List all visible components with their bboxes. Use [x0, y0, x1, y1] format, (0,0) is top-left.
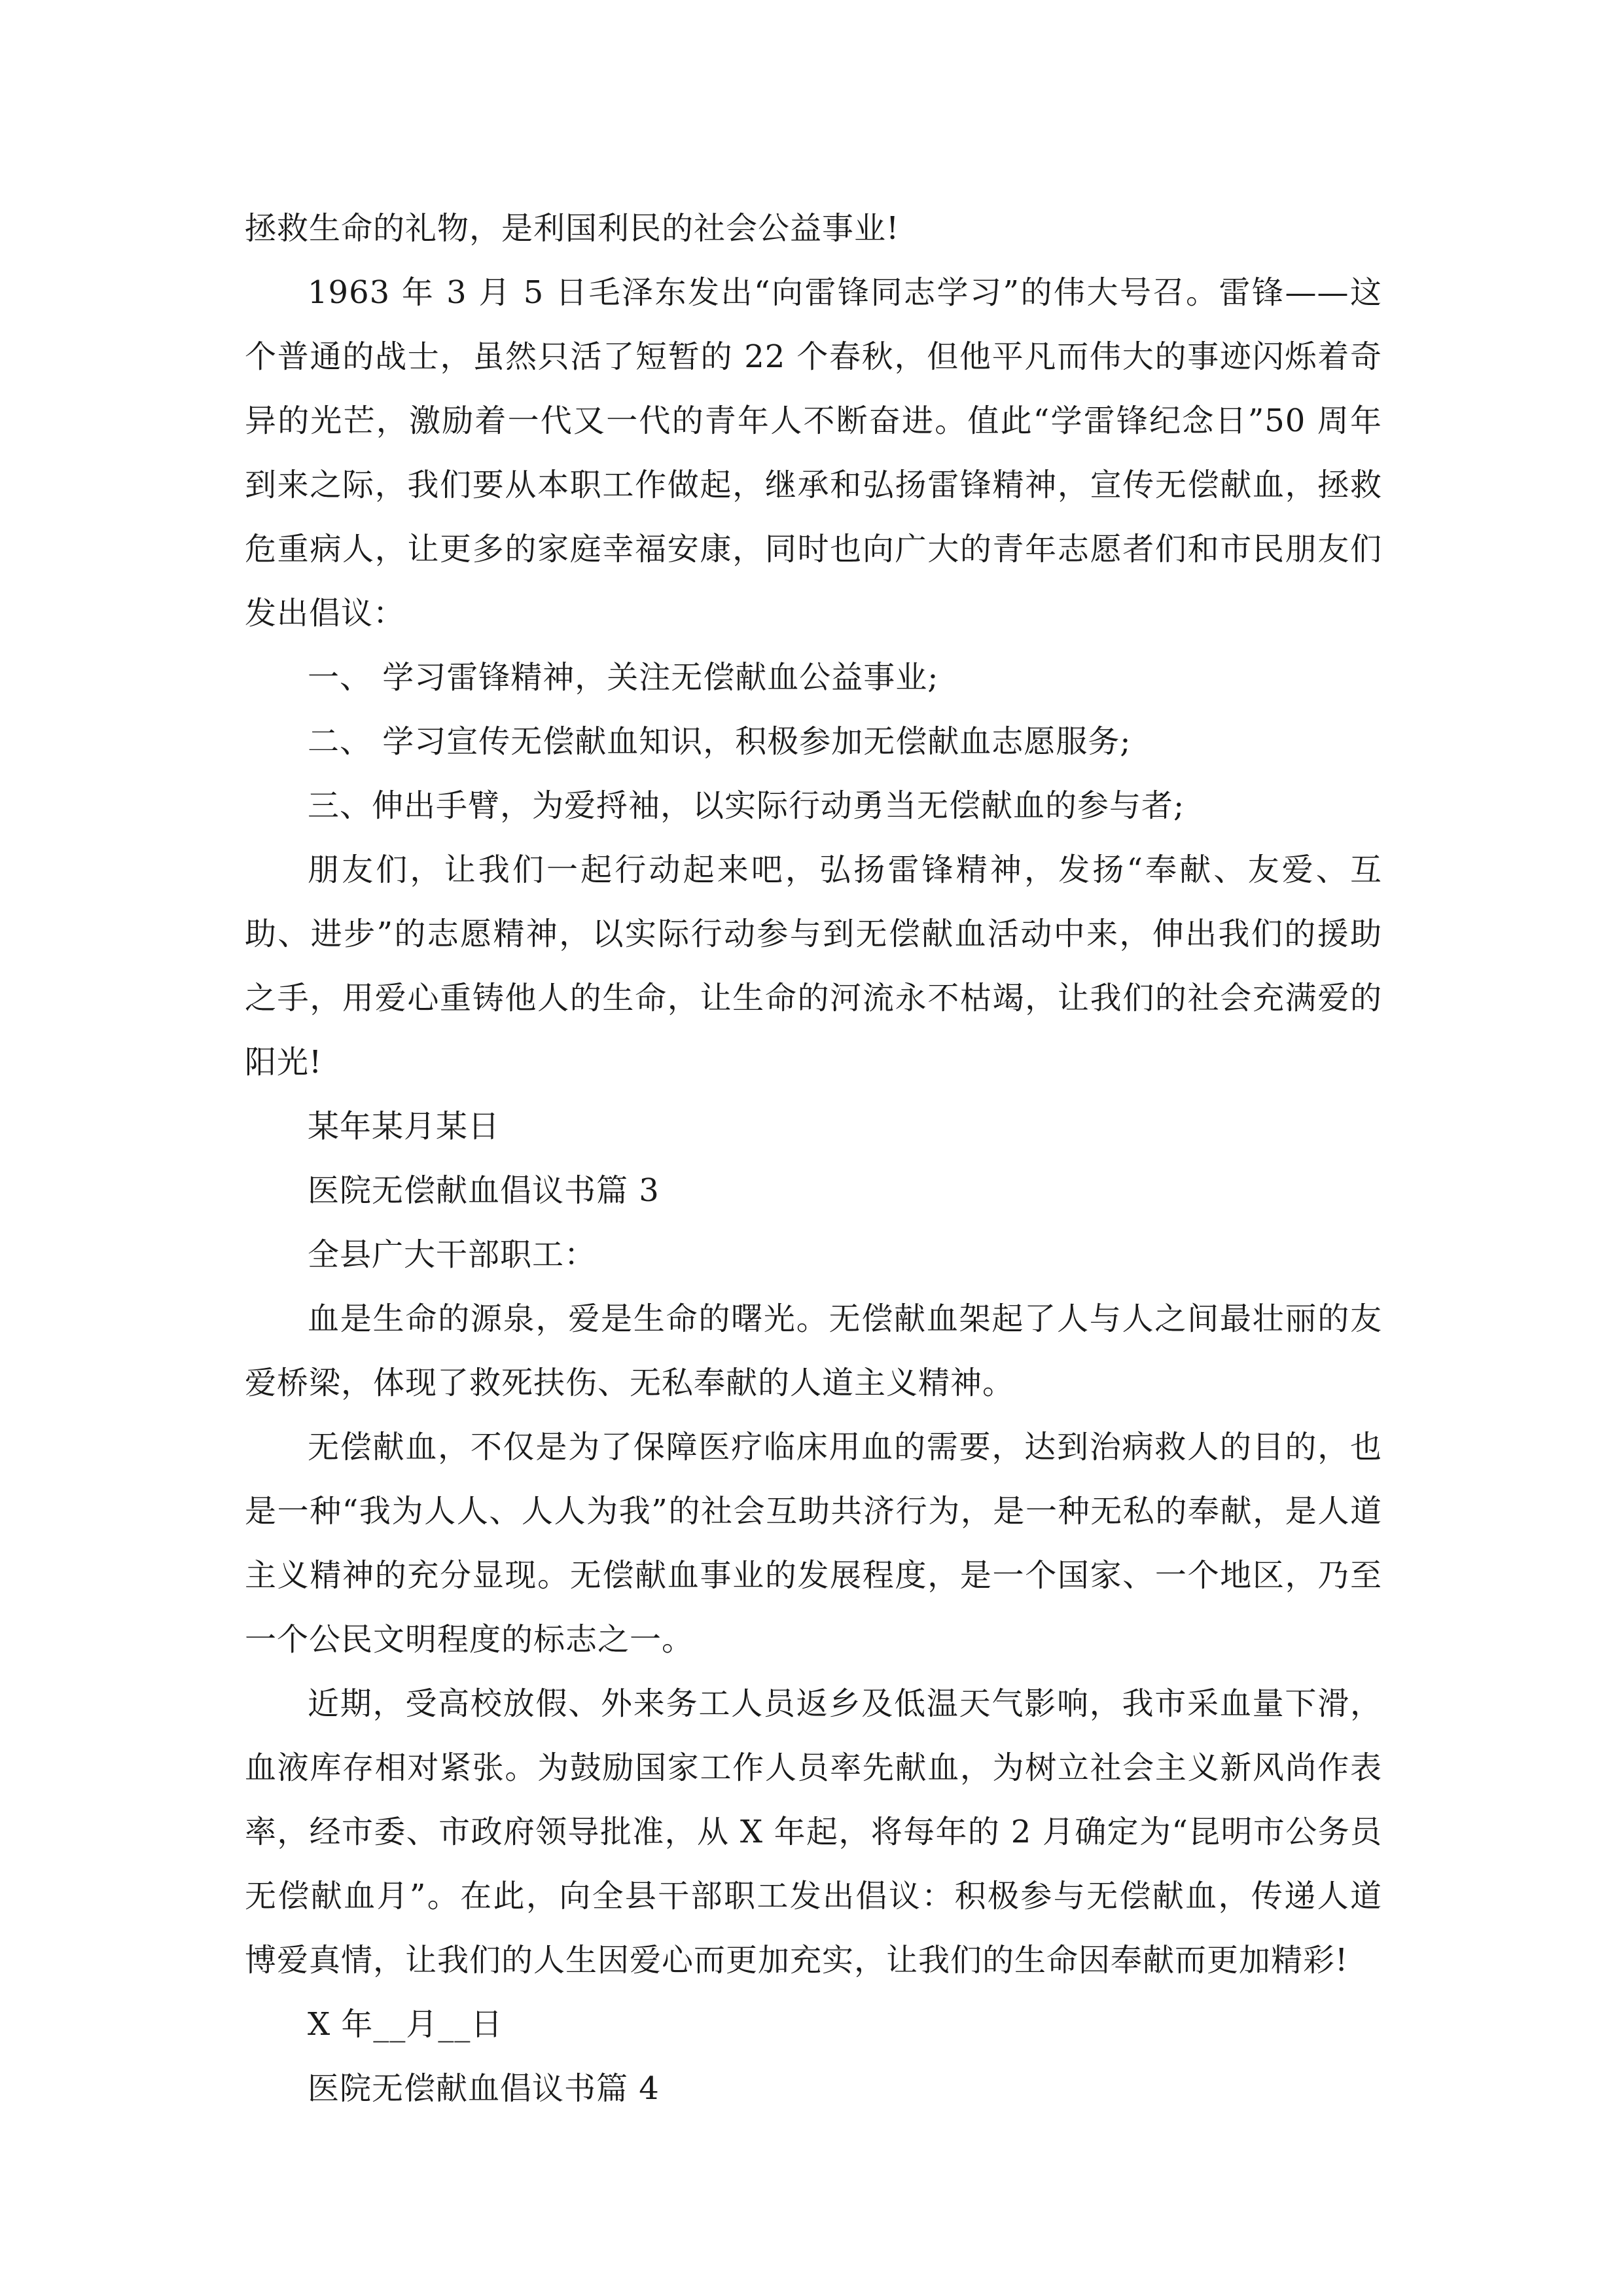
paragraph-blood-source: 血是生命的源泉，爱是生命的曙光。无偿献血架起了人与人之间最壮丽的友爱桥梁，体现了救死扶伤、无私奉献的人道主义精神。	[245, 1300, 1382, 1401]
section-heading-4: 医院无偿献血倡议书篇 4	[308, 2070, 660, 2107]
section-heading-3: 医院无偿献血倡议书篇 3	[308, 1172, 660, 1209]
paragraph-donation-meaning: 无偿献血，不仅是为了保障医疗临床用血的需要，达到治病救人的目的，也是一种“我为人人、人人为我”的社会互助共济行为，是一种无私的奉献，是人道主义精神的充分显现。无偿献血事业的发展程度，是一个国家、一个地区，乃至一个公民文明程度的标志之一。	[245, 1429, 1382, 1658]
date-line: 某年某月某日	[308, 1108, 501, 1145]
proposal-item-3: 三、伸出手臂，为爱捋袖，以实际行动勇当无偿献血的参与者;	[308, 787, 1185, 824]
proposal-item-1: 一、 学习雷锋精神，关注无偿献血公益事业;	[308, 659, 939, 696]
paragraph-call-to-action: 朋友们，让我们一起行动起来吧，弘扬雷锋精神，发扬“奉献、友爱、互助、进步”的志愿精神，以实际行动参与到无偿献血活动中来，伸出我们的援助之手，用爱心重铸他人的生命，让生命的河流永不枯竭，让我们的社会充满爱的阳光!	[245, 852, 1382, 1081]
date-line-blank: X 年__月__日	[308, 2006, 503, 2043]
paragraph-intro-closing: 拯救生命的礼物，是利国利民的社会公益事业!	[245, 210, 900, 247]
paragraph-recent-shortage: 近期，受高校放假、外来务工人员返乡及低温天气影响，我市采血量下滑，血液库存相对紧张。为鼓励国家工作人员率先献血，为树立社会主义新风尚作表率，经市委、市政府领导批准，从 X 年起，将每年的 2 月确定为“昆明市公务员无偿献血月”。在此，向全县干部职工发出倡议：积极参与无偿献血，传递人道博爱真情，让我们的人生因爱心而更加充实，让我们的生命因奉献而更加精彩!	[245, 1685, 1382, 1979]
salutation: 全县广大干部职工：	[308, 1236, 597, 1273]
proposal-item-2: 二、 学习宣传无偿献血知识，积极参加无偿献血志愿服务;	[308, 723, 1132, 760]
document-body	[245, 196, 1382, 2121]
paragraph-leifeng: 1963 年 3 月 5 日毛泽东发出“向雷锋同志学习”的伟大号召。雷锋——这个普通的战士，虽然只活了短暂的 22 个春秋，但他平凡而伟大的事迹闪烁着奇异的光芒，激励着一代又一代的青年人不断奋进。值此“学雷锋纪念日”50 周年到来之际，我们要从本职工作做起，继承和弘扬雷锋精神，宣传无偿献血，拯救危重病人，让更多的家庭幸福安康，同时也向广大的青年志愿者们和市民朋友们发出倡议：	[245, 274, 1382, 632]
